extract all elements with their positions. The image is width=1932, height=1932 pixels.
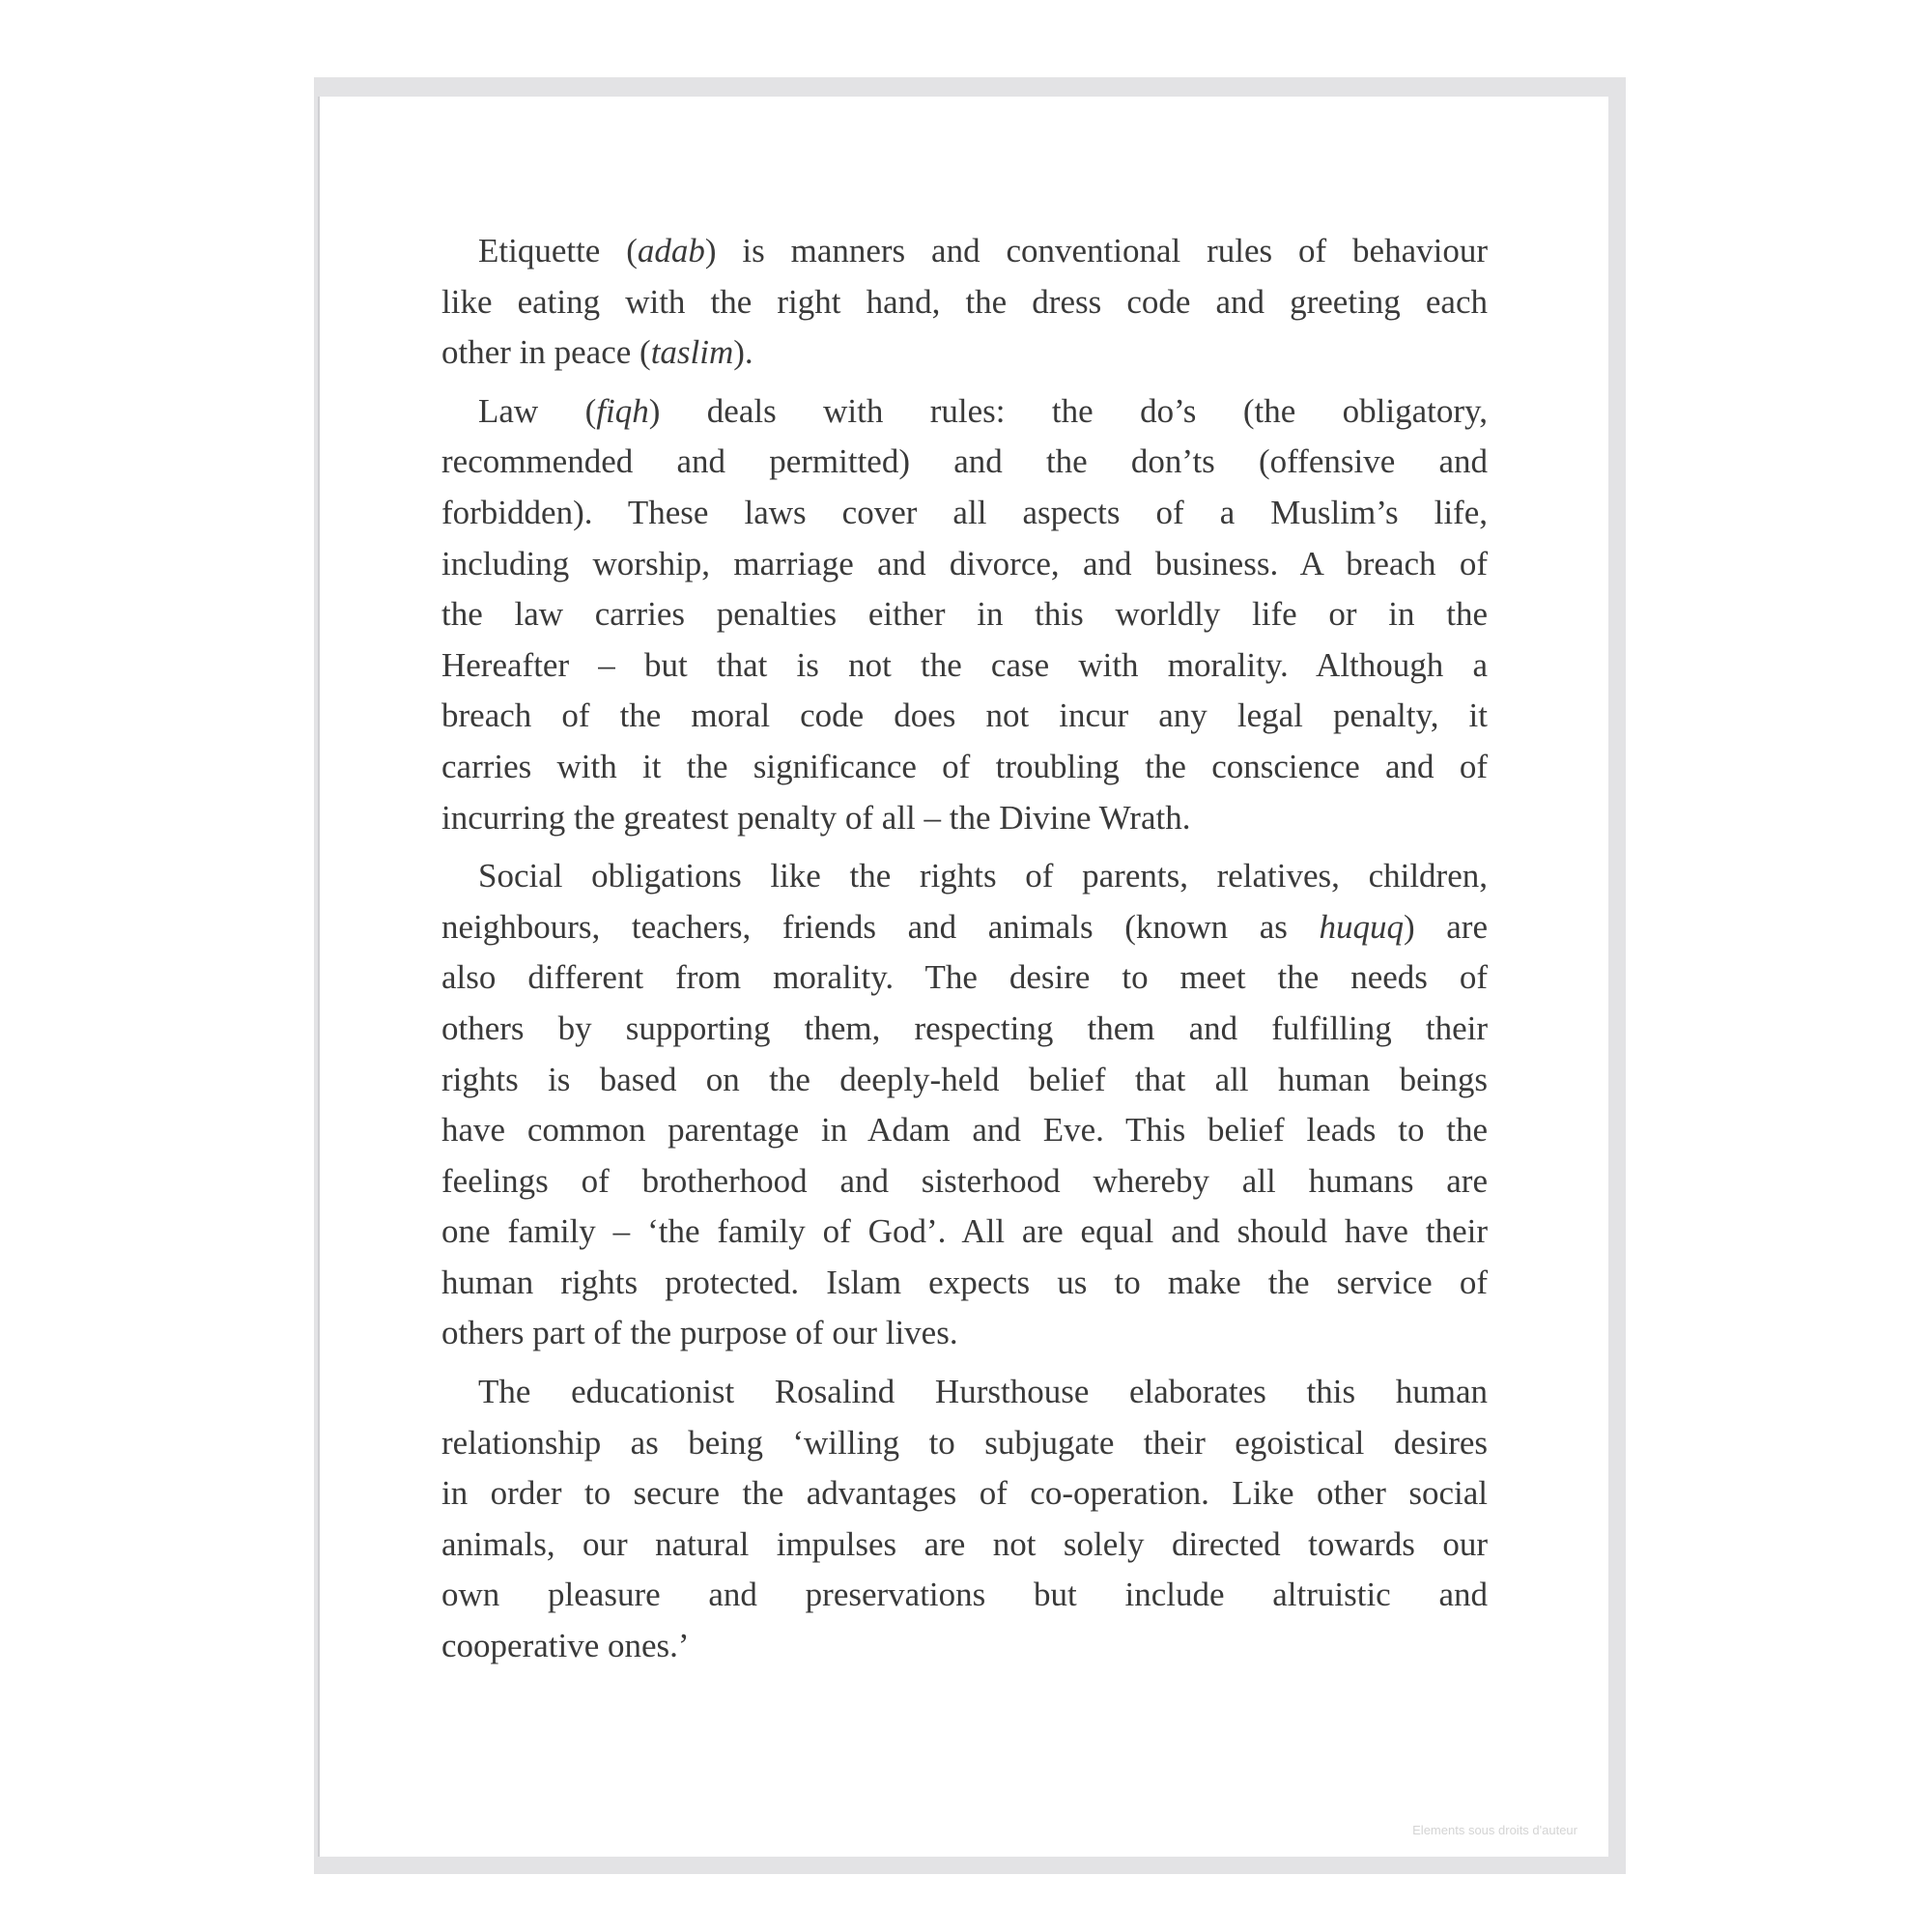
book-page [318,97,1608,1857]
paragraph [441,851,1488,1359]
italic-term: fiqh [596,391,649,430]
text-segment: ) is manners and conventional rules of behaviour [704,232,1488,270]
text-line [441,488,1488,539]
text-segment: neighbours, teachers, friends and animals (known as [441,907,1320,946]
text-line [441,1367,1488,1418]
text-segment: also different from morality. The desire to meet the needs of [441,958,1488,997]
text-line [441,327,1488,379]
text-line [441,1570,1488,1621]
paragraph [441,386,1488,843]
italic-term: taslim [650,333,734,372]
text-line [441,851,1488,902]
text-line [441,691,1488,742]
text-segment: Law ( [478,391,597,430]
text-line [441,1621,1488,1672]
text-segment: ) deals with rules: the do’s (the obligatory, [648,391,1488,430]
text-segment: the law carries penalties either in this worldly life or in the [441,595,1488,634]
text-segment: one family – ‘the family of God’. All are equal and should have their [441,1212,1488,1251]
copyright-watermark: Elements sous droits d'auteur [1412,1823,1577,1837]
text-line [441,1055,1488,1106]
text-line [441,539,1488,590]
page-frame [314,77,1626,1874]
text-segment: like eating with the right hand, the dress code and greeting each [441,282,1488,321]
text-segment: relationship as being ‘willing to subjugate their egoistical desires [441,1423,1488,1462]
text-line [441,1207,1488,1258]
text-segment: ) are [1404,907,1488,946]
text-line [441,952,1488,1004]
text-line [441,742,1488,793]
text-line [441,437,1488,488]
italic-term: adab [637,232,705,270]
text-line [441,1468,1488,1520]
text-segment: other in peace ( [441,333,651,372]
text-segment: The educationist Rosalind Hursthouse elaborates this human [478,1373,1488,1411]
paragraph [441,1367,1488,1672]
text-segment: carries with it the significance of troubling the conscience and of [441,747,1488,785]
text-line [441,1004,1488,1055]
text-segment: in order to secure the advantages of co-operation. Like other social [441,1474,1488,1513]
text-segment: have common parentage in Adam and Eve. This belief leads to the [441,1111,1488,1150]
text-segment: own pleasure and preservations but include altruistic and [441,1576,1488,1614]
text-segment: cooperative ones.’ [441,1627,690,1665]
text-segment: rights is based on the deeply-held belief that all human beings [441,1060,1488,1098]
text-segment: Etiquette ( [478,232,638,270]
text-segment: animals, our natural impulses are not solely directed towards our [441,1524,1488,1563]
text-line [441,1105,1488,1156]
text-line [441,1418,1488,1469]
text-segment: recommended and permitted) and the don’ts (offensive and [441,442,1488,481]
text-line [441,1520,1488,1571]
text-segment: feelings of brotherhood and sisterhood whereby all humans are [441,1161,1488,1200]
text-segment: including worship, marriage and divorce, and business. A breach of [441,544,1488,582]
text-line [441,902,1488,953]
text-line [441,226,1488,277]
text-segment: Social obligations like the rights of parents, relatives, children, [478,857,1488,895]
text-segment: incurring the greatest penalty of all – the Divine Wrath. [441,798,1191,837]
text-line [441,1156,1488,1208]
text-line [441,1258,1488,1309]
text-segment: others by supporting them, respecting them and fulfilling their [441,1009,1488,1047]
text-segment: forbidden). These laws cover all aspects of a Muslim’s life, [441,493,1488,531]
body-text [441,226,1488,1680]
text-segment: others part of the purpose of our lives. [441,1314,958,1352]
text-segment: human rights protected. Islam expects us to make the service of [441,1263,1488,1301]
text-line [441,589,1488,640]
text-line [441,277,1488,328]
paragraph [441,226,1488,379]
text-line [441,640,1488,692]
text-segment: Hereafter – but that is not the case with morality. Although a [441,645,1488,684]
text-segment: ). [733,333,753,372]
italic-term: huquq [1319,907,1405,946]
text-line [441,386,1488,438]
text-line [441,1308,1488,1359]
text-segment: breach of the moral code does not incur any legal penalty, it [441,696,1488,735]
text-line [441,793,1488,844]
